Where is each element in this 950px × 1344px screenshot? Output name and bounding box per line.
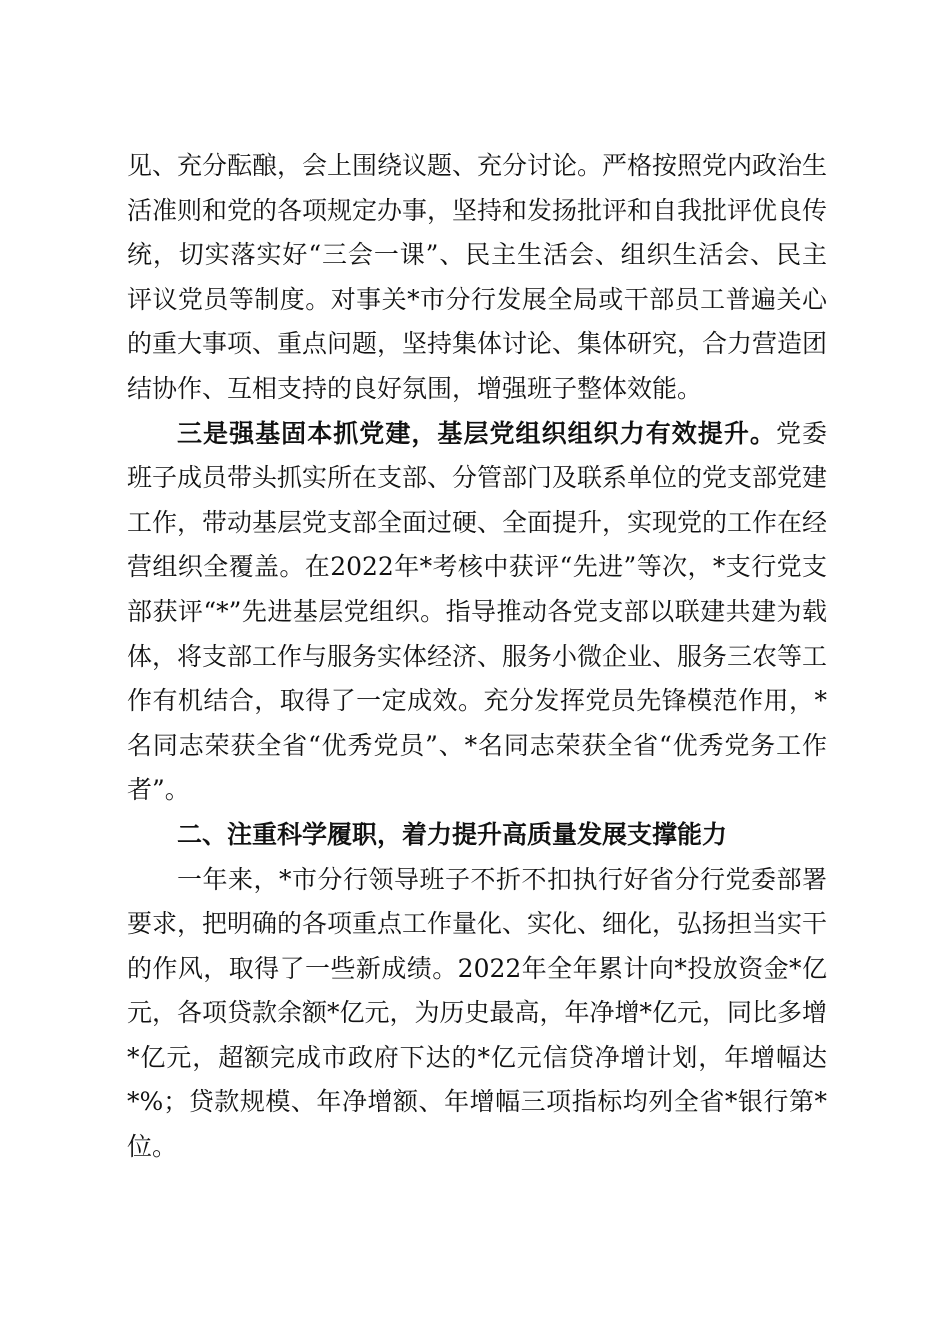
body-paragraph-1: 见、充分酝酿，会上围绕议题、充分讨论。严格按照党内政治生活准则和党的各项规定办事，坚持和发扬批评和自我批评优良传统，切实落实好“三会一课”、民主生活会、组织生活会、民主评议党员等制度。对事关*市分行发展全局或干部员工普遍关心的重大事项、重点问题，坚持集体讨论、集体研究，合力营造团结协作、互相支持的良好氛围，增强班子整体效能。 <box>127 151 828 403</box>
section-heading: 二、注重科学履职，着力提升高质量发展支撑能力 <box>177 819 728 849</box>
body-paragraph-3: 一年来，*市分行领导班子不折不扣执行好省分行党委部署要求，把明确的各项重点工作量化、实化、细化，弘扬担当实干的作风，取得了一些新成绩。2022年全年累计向*投放资金*亿元，各项贷款余额*亿元，为历史最高，年净增*亿元，同比多增*亿元，超额完成市政府下达的*亿元信贷净增计划，年增幅达*%；贷款规模、年净增额、年增幅三项指标均列全省*银行第*位。 <box>127 864 828 1162</box>
body-paragraph-2 <box>127 412 827 813</box>
paragraph-lead-sentence: 三是强基固本抓党建，基层党组织组织力有效提升。 <box>177 418 776 448</box>
paragraph-body-text: 党委班子成员带头抓实所在支部、分管部门及联系单位的党支部党建工作，带动基层党支部全面过硬、全面提升，实现党的工作在经营组织全覆盖。在2022年*考核中获评“先进”等次，*支行党支部获评“*”先进基层党组织。指导推动各党支部以联建共建为载体，将支部工作与服务实体经济、服务小微企业、服务三农等工作有机结合，取得了一定成效。充分发挥党员先锋模范作用，*名同志荣获全省“优秀党员”、*名同志荣获全省“优秀党务工作者”。 <box>127 418 828 805</box>
document-body <box>127 144 827 1170</box>
